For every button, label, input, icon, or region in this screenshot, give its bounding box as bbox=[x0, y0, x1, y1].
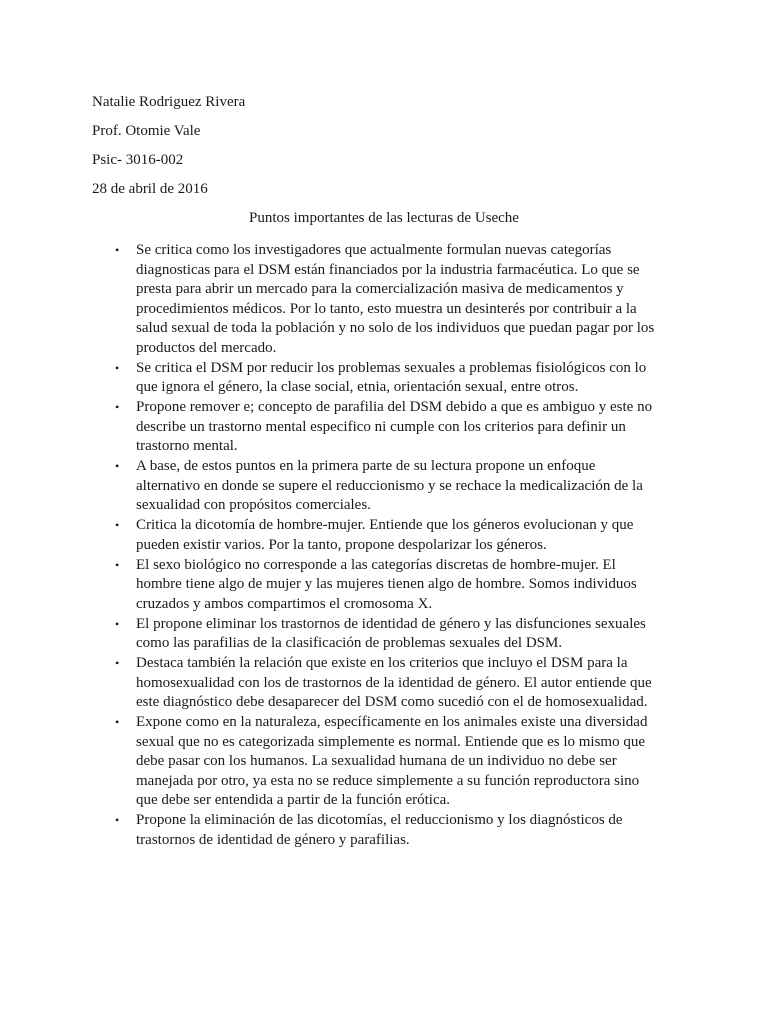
list-item bbox=[0, 615, 656, 654]
list-item bbox=[0, 516, 656, 555]
list-item-text: Expone como en la naturaleza, específicamente en los animales existe una diversidad sexual que no es categorizada simplemente es normal. Entiende que es lo mismo que debe pasar con los humanos. La sexualidad humana de un individuo no debe ser manejada por otro, ya esta no se reduce simplemente a su función reproductora sino que debe ser entendida a partir de la función erótica. bbox=[136, 714, 648, 808]
bullet-icon: • bbox=[115, 813, 120, 827]
bullet-icon: • bbox=[115, 400, 120, 414]
document-date: 28 de abril de 2016 bbox=[92, 181, 208, 197]
list-item bbox=[0, 654, 656, 713]
list-item-text: El sexo biológico no corresponde a las categorías discretas de hombre-mujer. El hombre tiene algo de mujer y las mujeres tienen algo de hombre. Somos individuos cruzados y ambos compartimos el cromosoma X. bbox=[136, 556, 637, 612]
bullet-icon: • bbox=[115, 518, 120, 532]
bullet-icon: • bbox=[115, 715, 120, 729]
list-item bbox=[0, 359, 656, 398]
course-code: Psic- 3016-002 bbox=[92, 152, 184, 168]
list-item bbox=[0, 713, 656, 811]
list-item-text: Propone la eliminación de las dicotomías, el reduccionismo y los diagnósticos de trastornos de identidad de género y parafilias. bbox=[136, 812, 623, 848]
list-item-text: Se critica el DSM por reducir los problemas sexuales a problemas fisiológicos con lo que ignora el género, la clase social, etnia, orientación sexual, entre otros. bbox=[136, 359, 647, 395]
list-item bbox=[0, 811, 656, 850]
list-item-text: Critica la dicotomía de hombre-mujer. Entiende que los géneros evolucionan y que pueden existir varios. Por la tanto, propone despolarizar los géneros. bbox=[136, 517, 634, 553]
bullet-icon: • bbox=[115, 459, 120, 473]
list-item bbox=[0, 556, 656, 615]
list-item bbox=[0, 398, 656, 457]
list-item-text: Destaca también la relación que existe en los criterios que incluyo el DSM para la homosexualidad con los de trastornos de la identidad de género. El autor entiende que este diagnóstico debe desaparecer del DSM como sucedió con el de homosexualidad. bbox=[136, 655, 652, 710]
list-item bbox=[0, 241, 656, 358]
list-item-text: A base, de estos puntos en la primera parte de su lectura propone un enfoque alternativo en donde se supere el reduccionismo y se rechace la medicalización de la sexualidad con propósitos comerciales. bbox=[136, 458, 643, 513]
document-header bbox=[92, 93, 692, 209]
bullet-icon: • bbox=[115, 656, 120, 670]
list-item bbox=[0, 457, 656, 516]
list-item-text: El propone eliminar los trastornos de identidad de género y las disfunciones sexuales como las parafilias de la clasificación de problemas sexuales del DSM. bbox=[136, 615, 646, 651]
list-item-text: Se critica como los investigadores que actualmente formulan nuevas categorías diagnosticas para el DSM están financiados por la industria farmacéutica. Lo que se presta para abrir un mercado para la comercialización masiva de medicamentos y procedimientos médicos. Por lo tanto, esto muestra un desinterés por contribuir a la salud sexual de toda la población y no solo de los individuos que puedan pagar por los productos del mercado. bbox=[136, 242, 655, 356]
list-item-text: Propone remover e; concepto de parafilia del DSM debido a que es ambiguo y este no describe un trastorno mental especifico ni cumple con los criterios para definir un trastorno mental. bbox=[136, 399, 653, 454]
professor-name: Prof. Otomie Vale bbox=[92, 123, 201, 139]
bullet-icon: • bbox=[115, 360, 120, 375]
document-title: Puntos importantes de las lecturas de Useche bbox=[249, 210, 519, 226]
bullet-icon: • bbox=[115, 557, 120, 572]
bullet-icon: • bbox=[115, 616, 120, 631]
bullet-list bbox=[0, 241, 768, 851]
bullet-icon: • bbox=[115, 243, 120, 257]
student-name: Natalie Rodriguez Rivera bbox=[92, 94, 246, 110]
